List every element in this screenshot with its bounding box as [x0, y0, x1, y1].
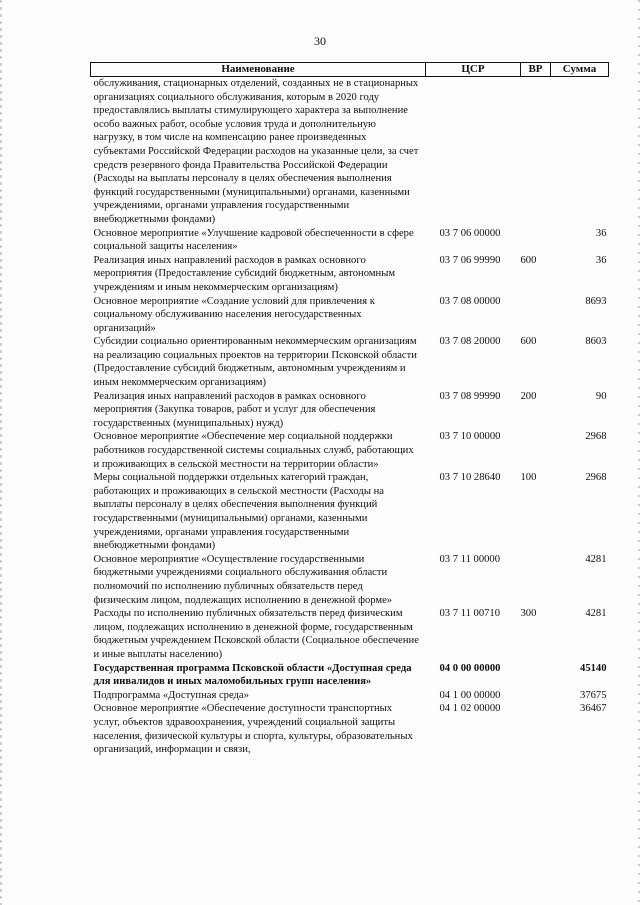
row-vr-cell: 300: [520, 608, 537, 620]
row-name-cell: обслуживания, стационарных отделений, созданных не в стационарных организациях социального обслуживания, которым в 2020 году предоставлялись выплаты стимулирующего характера за выполнение особо важных работ, особые условия труда и дополнительную нагрузку, в том числе на компенсацию ранее произведенных субъектами Российской Федерации расходов на указанные цели, за счет средств резервного фонда Правительства Российской Федерации (Расходы на выплаты персоналу в целях обеспечения выполнения функций государственными (муниципальными) органами, казенными учреждениями, органами управления государственными внебюджетными фондами): [93, 78, 419, 225]
table-row: [91, 689, 609, 703]
row-vr-cell: [521, 689, 551, 703]
row-name-cell: Субсидии социально ориентированным некоммерческим организациям на реализацию социальных проектов на территории Псковской области (Предоставление субсидий бюджетным, автономным учреждениям и иным некоммерческим организациям): [93, 336, 417, 389]
table-body: [91, 77, 609, 757]
row-vr-cell: 600: [520, 254, 537, 266]
row-vr-cell: [521, 553, 551, 607]
row-csr-cell: 03 7 06 00000: [439, 227, 501, 239]
row-sum-cell: 36467: [580, 703, 607, 715]
row-sum-cell: 4281: [585, 553, 607, 565]
row-csr-cell: 04 1 00 00000: [439, 689, 501, 701]
row-sum-cell: 2968: [585, 472, 607, 484]
row-vr-cell: 600: [520, 336, 537, 348]
scan-edge-left: [0, 0, 2, 905]
header-sum: Сумма: [551, 63, 609, 77]
page-number: 30: [314, 34, 326, 48]
row-name-cell: Основное мероприятие «Осуществление государственными бюджетными учреждениями социального обслуживания области полномочий по исполнению публичных обязательств перед физическим лицом, подлежащих исполнению в денежной форме»: [93, 553, 393, 606]
row-csr-cell: 03 7 08 99990: [439, 390, 501, 402]
row-vr-cell: [521, 227, 551, 254]
row-csr-cell: 03 7 08 00000: [439, 295, 501, 307]
table-row: [91, 227, 609, 254]
row-name-cell: Реализация иных направлений расходов в рамках основного мероприятия (Предоставление субсидий бюджетным, автономным учреждениям и иным некоммерческим организациям): [93, 254, 396, 293]
table-row: [91, 77, 609, 227]
row-csr-cell: 03 7 06 99990: [439, 254, 501, 266]
row-name-cell: Основное мероприятие «Обеспечение мер социальной поддержки работников государственной системы социальных служб, работающих и проживающих в сельской местности на территории области»: [93, 431, 414, 470]
row-name-cell: Меры социальной поддержки отдельных категорий граждан, работающих и проживающих в сельской местности (Расходы на выплаты персоналу в целях обеспечения выполнения функций государственными (муниципальными) органами, казенными учреждениями, органами управления государственными внебюджетными фондами): [93, 472, 384, 552]
budget-table: [90, 62, 609, 757]
row-vr-cell: [521, 430, 551, 471]
row-name-cell: Расходы по исполнению публичных обязательств перед физическим лицом, подлежащих исполнению в денежной форме, государственным бюджетным учреждением Псковской области (Социальное обеспечение и иные выплаты населению): [93, 608, 419, 660]
row-vr-cell: [521, 702, 551, 756]
table-row: [91, 335, 609, 389]
row-csr-cell: 03 7 10 28640: [439, 472, 501, 484]
row-name-cell: Основное мероприятие «Создание условий для привлечения к социальному обслуживанию населения негосударственных организаций»: [93, 295, 375, 334]
table-row: [91, 702, 609, 756]
row-vr-cell: [521, 662, 551, 689]
table-row: [91, 390, 609, 431]
row-name-cell: Основное мероприятие «Улучшение кадровой обеспеченности в сфере социальной защиты населения»: [93, 227, 414, 253]
row-vr-cell: 100: [520, 472, 537, 484]
row-name-cell: Подпрограмма «Доступная среда»: [93, 689, 249, 701]
table-row: [91, 254, 609, 295]
row-csr-cell: 03 7 11 00710: [439, 608, 501, 620]
row-sum-cell: 45140: [580, 662, 607, 674]
row-csr-cell: [426, 77, 521, 227]
table-row: [91, 471, 609, 553]
row-sum-cell: 8693: [585, 295, 607, 307]
table-header-row: [91, 63, 609, 77]
header-csr: ЦСР: [426, 63, 521, 77]
row-csr-cell: 04 1 02 00000: [439, 703, 501, 715]
row-sum-cell: 37675: [580, 689, 607, 701]
row-sum-cell: 2968: [585, 431, 607, 443]
row-sum-cell: 4281: [585, 608, 607, 620]
row-name-cell: Реализация иных направлений расходов в рамках основного мероприятия (Закупка товаров, работ и услуг для обеспечения государственных (муниципальных) нужд): [93, 390, 376, 429]
row-csr-cell: 03 7 11 00000: [439, 553, 501, 565]
table-row: [91, 430, 609, 471]
header-name: Наименование: [91, 63, 426, 77]
row-csr-cell: 03 7 10 00000: [439, 431, 501, 443]
table-row: [91, 607, 609, 661]
row-name-cell: Основное мероприятие «Обеспечение доступности транспортных услуг, объектов здравоохранения, учреждений социальной защиты населения, физической культуры и спорта, культуры, образовательных организаций, информации и связи,: [93, 703, 413, 756]
row-vr-cell: [521, 77, 551, 227]
table-row: [91, 553, 609, 607]
row-sum-cell: [551, 77, 609, 227]
row-vr-cell: 200: [520, 390, 537, 402]
row-vr-cell: [521, 295, 551, 336]
row-sum-cell: 90: [595, 390, 607, 402]
header-vr: ВР: [521, 63, 551, 77]
row-name-cell: Государственная программа Псковской области «Доступная среда для инвалидов и иных маломобильных групп населения»: [93, 662, 412, 688]
table-row: [91, 662, 609, 689]
row-csr-cell: 03 7 08 20000: [439, 336, 501, 348]
row-csr-cell: 04 0 00 00000: [439, 662, 501, 674]
row-sum-cell: 36: [595, 254, 607, 266]
table-row: [91, 295, 609, 336]
row-sum-cell: 8603: [585, 336, 607, 348]
row-sum-cell: 36: [595, 227, 607, 239]
